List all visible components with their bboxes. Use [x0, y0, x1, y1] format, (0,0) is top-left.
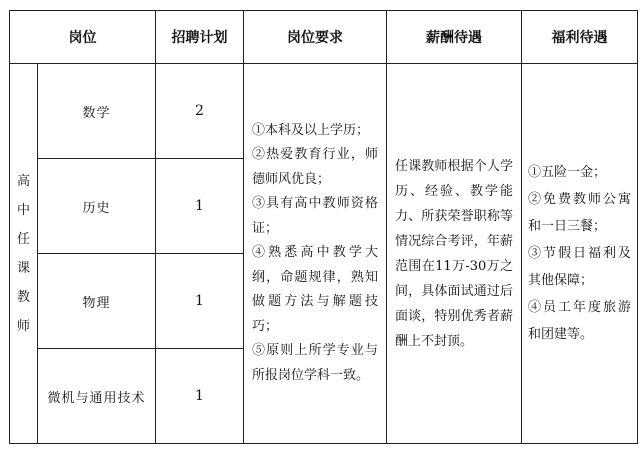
- requirement-item: ②热爱教育行业，师德师风优良；: [252, 147, 378, 187]
- group-label: 高中任课教师: [16, 173, 30, 334]
- requirement-item: ⑤原则上所学专业与所报岗位学科一致。: [252, 343, 378, 383]
- table-row: [10, 64, 638, 159]
- recruitment-table: [9, 10, 638, 444]
- header-row: [10, 11, 638, 64]
- header-salary: 薪酬待遇: [387, 11, 522, 64]
- salary-cell: [387, 64, 522, 444]
- requirement-item: ①本科及以上学历；: [252, 122, 370, 138]
- subject-name: 微机与通用技术: [38, 349, 156, 444]
- subject-name: 数学: [38, 64, 156, 159]
- subject-name: 物理: [38, 254, 156, 349]
- benefits-cell: [522, 64, 638, 444]
- header-benefits: 福利待遇: [522, 11, 638, 64]
- header-position: 岗位: [10, 11, 156, 64]
- benefit-item: ④员工年度旅游和团建等。: [528, 300, 631, 342]
- header-plan: 招聘计划: [156, 11, 244, 64]
- salary-text: 任课教师根据个人学历、经验、教学能力、所获荣誉职称等情况综合考评，年薪范围在11万-30万之间，具体面试通过后面谈，特别优秀者薪酬上不封顶。: [395, 158, 513, 349]
- benefit-item: ②免费教师公寓和一日三餐；: [528, 192, 631, 234]
- header-requirements: 岗位要求: [244, 11, 387, 64]
- requirement-item: ③具有高中教师资格证；: [252, 196, 378, 236]
- subject-count: 1: [156, 254, 244, 349]
- requirement-item: ④熟悉高中教学大纲，命题规律，熟知做题方法与解题技巧；: [252, 245, 378, 334]
- group-label-cell: [10, 64, 38, 444]
- benefit-item: ①五险一金；: [528, 165, 607, 180]
- benefit-item: ③节假日福利及其他保障；: [528, 246, 631, 288]
- subject-count: 1: [156, 159, 244, 254]
- subject-count: 1: [156, 349, 244, 444]
- subject-count: 2: [156, 64, 244, 159]
- requirements-cell: [244, 64, 387, 444]
- subject-name: 历史: [38, 159, 156, 254]
